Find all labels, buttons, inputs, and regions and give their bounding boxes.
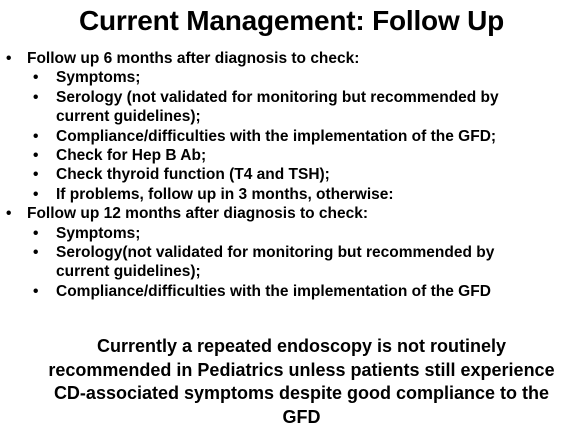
list-item-text: Check for Hep B Ab; xyxy=(56,147,207,165)
list-item-text: Check thyroid function (T4 and TSH); xyxy=(56,166,330,184)
list-item xyxy=(27,224,583,243)
list-item xyxy=(27,185,583,204)
bullet-icon: • xyxy=(6,50,12,67)
bullet-icon: • xyxy=(33,127,39,145)
list-item-text: Serology(not validated for monitoring but recommended by current guidelines); xyxy=(56,244,495,281)
list-item-text: If problems, follow up in 3 months, otherwise: xyxy=(56,185,394,203)
sub-list xyxy=(27,68,583,204)
bullet-icon: • xyxy=(33,147,39,165)
list-item xyxy=(27,243,583,282)
section-heading: Follow up 12 months after diagnosis to check: xyxy=(27,205,369,223)
list-item xyxy=(27,68,583,87)
bullet-icon: • xyxy=(33,88,39,106)
list-item-text: Symptoms; xyxy=(56,69,141,87)
conclusion-text: Currently a repeated endoscopy is not routinely recommended in Pediatrics unless patients still experience CD-associated symptoms despite good compliance to the GFD xyxy=(48,336,555,427)
bullet-icon: • xyxy=(33,244,39,262)
list-item xyxy=(27,146,583,165)
section-heading: Follow up 6 months after diagnosis to check: xyxy=(27,50,360,67)
bullet-icon: • xyxy=(6,205,12,223)
follow-up-list xyxy=(0,49,583,301)
section-6-months xyxy=(0,49,583,204)
bullet-icon: • xyxy=(33,282,39,300)
list-item xyxy=(27,88,583,127)
list-item xyxy=(27,282,583,301)
section-12-months xyxy=(0,204,583,301)
list-item xyxy=(27,127,583,146)
list-item xyxy=(27,165,583,184)
bullet-icon: • xyxy=(33,69,39,87)
sub-list xyxy=(27,224,583,302)
list-item-text: Serology (not validated for monitoring but recommended by current guidelines); xyxy=(56,88,499,126)
list-item-text: Symptoms; xyxy=(56,224,141,242)
bullet-icon: • xyxy=(33,185,39,203)
list-item-text: Compliance/difficulties with the implementation of the GFD xyxy=(56,282,491,300)
slide-title: Current Management: Follow Up xyxy=(78,5,505,36)
list-item-text: Compliance/difficulties with the implementation of the GFD; xyxy=(56,127,497,145)
bullet-icon: • xyxy=(33,166,39,184)
bullet-icon: • xyxy=(33,224,39,242)
